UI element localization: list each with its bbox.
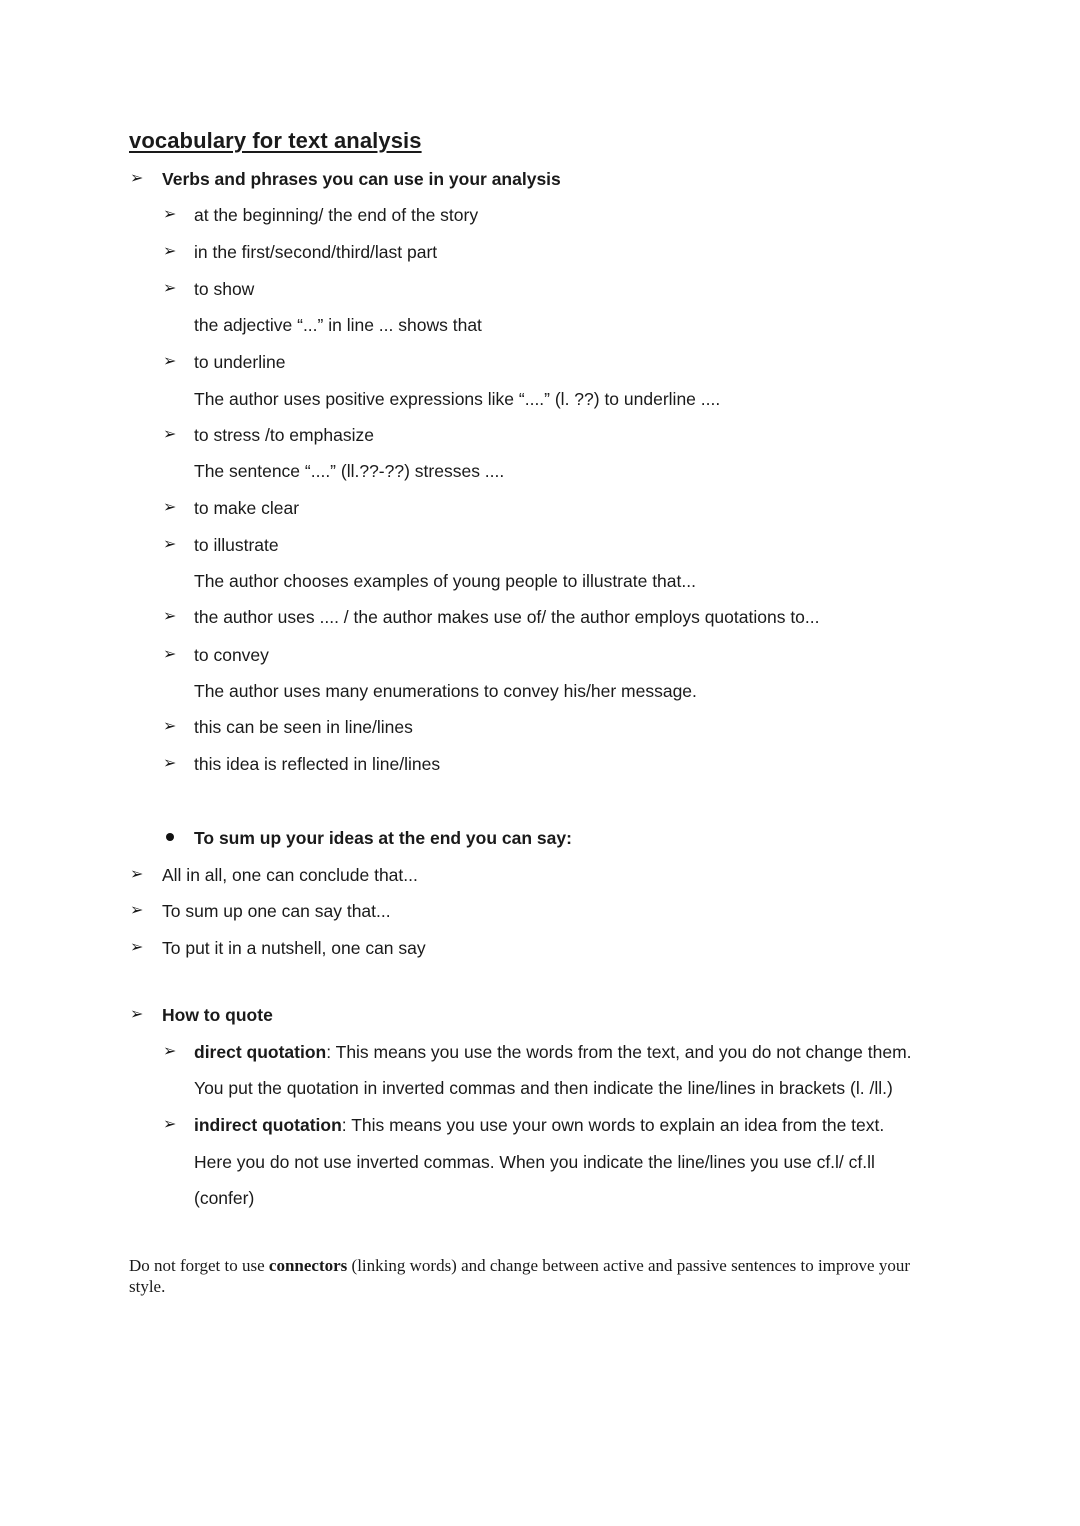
list-item: To sum up one can say that...	[162, 901, 391, 921]
indirect-quotation-text-2: Here you do not use inverted commas. When you indicate the line/lines you use cf.l/ cf.ll	[194, 1152, 875, 1172]
arrow-bullet-icon: ➢	[130, 902, 144, 919]
example-sentence: The sentence “....” (ll.??-??) stresses ....	[194, 461, 505, 481]
list-item: All in all, one can conclude that...	[162, 865, 418, 885]
arrow-bullet-icon: ➢	[163, 499, 177, 516]
list-item: in the first/second/third/last part	[194, 242, 438, 262]
arrow-bullet-icon: ➢	[163, 608, 177, 625]
example-sentence: The author chooses examples of young people to illustrate that...	[194, 571, 696, 591]
direct-quotation-item	[194, 1040, 912, 1064]
example-sentence: The author uses many enumerations to convey his/her message.	[194, 681, 697, 701]
list-item: to underline	[194, 352, 286, 372]
footer-text-after: (linking words) and change between active and passive sentences to improve your style.	[129, 1256, 911, 1296]
example-sentence: the adjective “...” in line ... shows that	[194, 315, 482, 335]
indirect-quotation-item	[194, 1113, 884, 1137]
arrow-bullet-icon: ➢	[130, 939, 144, 956]
indirect-quotation-text: : This means you use your own words to explain an idea from the text.	[341, 1115, 885, 1135]
arrow-bullet-icon: ➢	[163, 646, 177, 663]
direct-quotation-text: : This means you use the words from the text, and you do not change them.	[326, 1042, 912, 1062]
round-bullet-icon	[166, 833, 174, 841]
page-title: vocabulary for text analysis	[129, 128, 422, 153]
section-heading-verbs: Verbs and phrases you can use in your analysis	[162, 169, 561, 189]
list-item: to convey	[194, 645, 269, 665]
arrow-bullet-icon: ➢	[163, 426, 177, 443]
indirect-quotation-text-3: (confer)	[194, 1188, 255, 1208]
footer-note	[129, 1255, 949, 1297]
arrow-bullet-icon: ➢	[163, 1043, 177, 1060]
indirect-quotation-term: indirect quotation	[194, 1115, 342, 1135]
list-item: to stress /to emphasize	[194, 425, 374, 445]
list-item: To put it in a nutshell, one can say	[162, 938, 426, 958]
arrow-bullet-icon: ➢	[163, 755, 177, 772]
footer-connectors: connectors	[268, 1256, 348, 1275]
list-item: to make clear	[194, 498, 300, 518]
arrow-bullet-icon: ➢	[163, 718, 177, 735]
arrow-bullet-icon: ➢	[163, 206, 177, 223]
footer-text-before: Do not forget to use	[129, 1256, 269, 1275]
arrow-bullet-icon: ➢	[163, 243, 177, 260]
list-item: at the beginning/ the end of the story	[194, 205, 479, 225]
arrow-bullet-icon: ➢	[130, 1006, 144, 1023]
section-heading-quote: How to quote	[162, 1005, 273, 1025]
direct-quotation-text-2: You put the quotation in inverted commas and then indicate the line/lines in brackets (l. /ll.)	[194, 1078, 893, 1098]
arrow-bullet-icon: ➢	[163, 280, 177, 297]
arrow-bullet-icon: ➢	[163, 536, 177, 553]
list-item: to show	[194, 279, 255, 299]
section-heading-sumup: To sum up your ideas at the end you can say:	[194, 828, 572, 848]
list-item: this idea is reflected in line/lines	[194, 754, 441, 774]
example-sentence: The author uses positive expressions like “....” (l. ??) to underline ....	[194, 389, 721, 409]
arrow-bullet-icon: ➢	[163, 1116, 177, 1133]
arrow-bullet-icon: ➢	[130, 170, 144, 187]
arrow-bullet-icon: ➢	[130, 866, 144, 883]
arrow-bullet-icon: ➢	[163, 353, 177, 370]
list-item: this can be seen in line/lines	[194, 717, 413, 737]
direct-quotation-term: direct quotation	[194, 1042, 327, 1062]
list-item: to illustrate	[194, 535, 279, 555]
list-item: the author uses .... / the author makes use of/ the author employs quotations to...	[194, 607, 820, 627]
